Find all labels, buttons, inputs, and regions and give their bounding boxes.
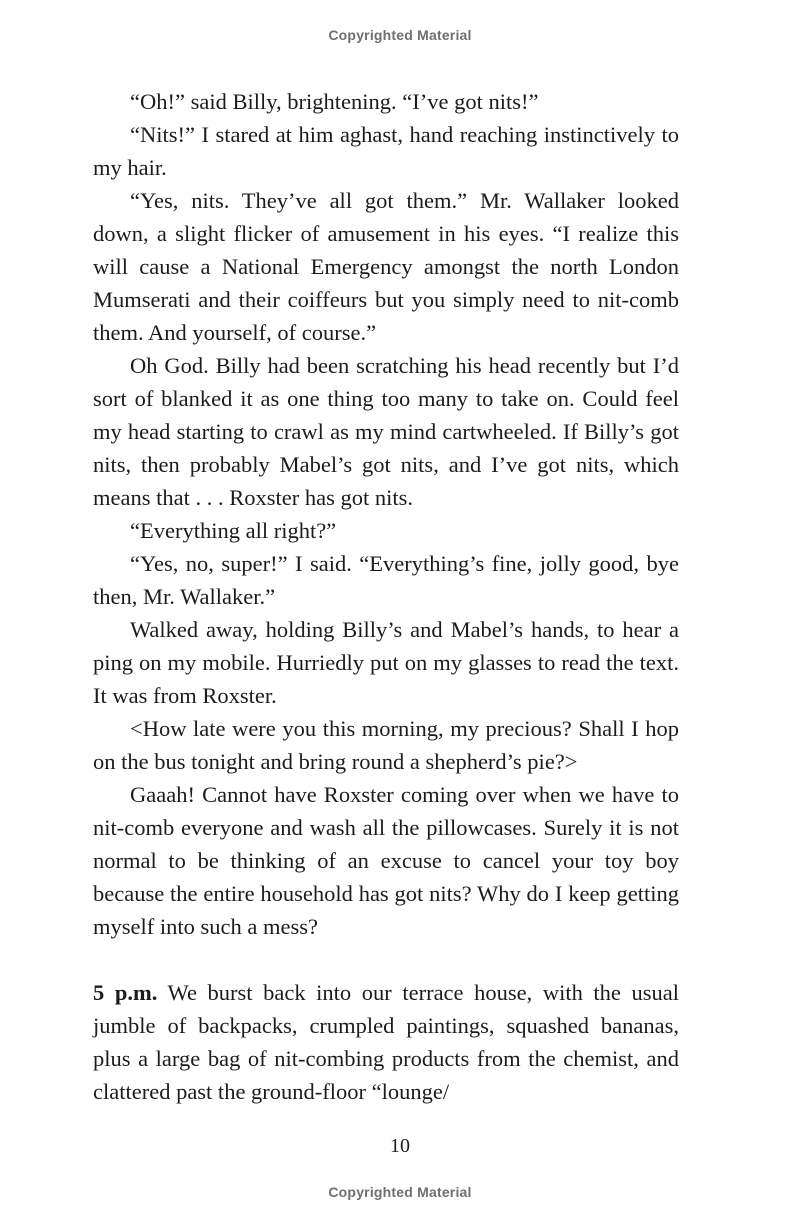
copyright-banner-top: Copyrighted Material (328, 27, 472, 43)
paragraph-7: Walked away, holding Billy’s and Mabel’s hands, to hear a ping on my mobile. Hurriedly put on my glasses to read the text. It was from Roxster. (93, 617, 679, 708)
diary-entry-5pm (93, 976, 679, 1108)
paragraph-4: Oh God. Billy had been scratching his head recently but I’d sort of blanked it as one thing too many to take on. Could feel my head starting to crawl as my mind cartwheeled. If Billy’s got nits, then probably Mabel’s got nits, and I’ve got nits, which means that . . . Roxster has got nits. (93, 353, 679, 510)
copyright-banner-bottom: Copyrighted Material (328, 1184, 472, 1200)
paragraph-2: “Nits!” I stared at him aghast, hand reaching instinctively to my hair. (93, 122, 679, 180)
diary-time-label: 5 p.m. (93, 980, 158, 1005)
page-number: 10 (390, 1135, 410, 1157)
paragraph-8-text-message: <How late were you this morning, my precious? Shall I hop on the bus tonight and bring round a shepherd’s pie?> (93, 716, 679, 774)
paragraph-9: Gaaah! Cannot have Roxster coming over when we have to nit-comb everyone and wash all the pillowcases. Surely it is not normal to be thinking of an excuse to cancel your toy boy because the entire household has got nits? Why do I keep getting myself into such a mess? (93, 782, 679, 939)
diary-entry-text: We burst back into our terrace house, with the usual jumble of backpacks, crumpled paintings, squashed bananas, plus a large bag of nit-combing products from the chemist, and clattered past the ground-floor “lounge/ (93, 980, 679, 1104)
paragraph-6: “Yes, no, super!” I said. “Everything’s fine, jolly good, bye then, Mr. Wallaker.” (93, 551, 679, 609)
paragraph-3: “Yes, nits. They’ve all got them.” Mr. Wallaker looked down, a slight flicker of amusement in his eyes. “I realize this will cause a National Emergency amongst the north London Mumserati and their coiffeurs but you simply need to nit-comb them. And yourself, of course.” (93, 188, 679, 345)
page-body (93, 85, 679, 1108)
paragraph-5: “Everything all right?” (130, 518, 337, 543)
paragraph-1: “Oh!” said Billy, brightening. “I’ve got nits!” (130, 89, 539, 114)
